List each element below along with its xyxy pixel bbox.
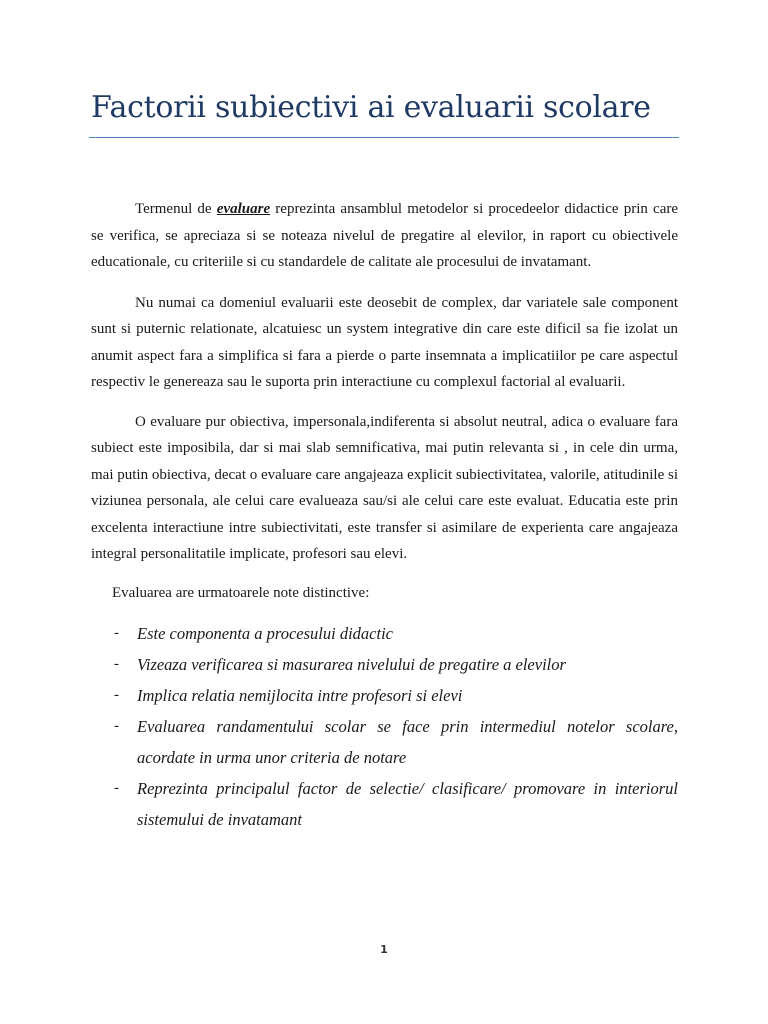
list-dash-marker: -: [114, 686, 119, 703]
list-item-text: Este componenta a procesului didactic: [137, 623, 393, 643]
list-dash-marker: -: [114, 624, 119, 641]
paragraph-definition-rest: reprezinta ansamblul metodelor si procedeelor didactice prin care se verifica, se apreciaza si se noteaza nivelul de pregatire al elevilor, in raport cu obiectivele educationale, cu criteriile si cu standardele de calitate ale procesului de invatamant.: [91, 201, 679, 270]
paragraph-definition-lead: Termenul de: [135, 201, 217, 217]
distinctive-notes-list: [91, 618, 678, 835]
paragraph-subjectivity: O evaluare pur obiectiva, impersonala,indiferenta si absolut neutral, adica o evaluare fara subiect este imposibila, dar si mai slab semnificativa, mai putin relevanta si , in cele din urma, mai putin obiectiva, decat o evaluare care angajeaza explicit subiectivitatea, valorile, atitudinile si viziunea personala, ale celui care evalueaza sau/si ale celui care este evaluat. Educatia este prin excelenta interactiune intre subiectivitati, este transfer si asimilare de experienta care angajeaza integral personalitatile implicate, profesori sau elevi.: [91, 413, 678, 562]
list-item-text: Implica relatia nemijlocita intre profesori si elevi: [137, 685, 463, 705]
list-item: [91, 680, 678, 711]
title-underline-rule: [89, 137, 679, 138]
paragraph-complexity: Nu numai ca domeniul evaluarii este deosebit de complex, dar variatele sale component sunt si puternic relationate, alcatuiesc un system integrative din care este dificil sa fie izolat un anumit aspect fara a simplifica si fara a pierde o parte insemnata a implicatiilor pe care aspectul respectiv le genereaza sau le suporta prin interactiune cu complexul factorial al evaluarii.: [91, 294, 678, 390]
document-title: Factorii subiectivi ai evaluarii scolare: [91, 90, 651, 125]
page-number: 1: [380, 943, 388, 956]
list-item: [91, 773, 678, 835]
list-item-text: Reprezinta principalul factor de selectie/ clasificare/ promovare in interiorul sistemului de invatamant: [137, 778, 678, 829]
list-item: [91, 711, 678, 773]
list-item-text: Vizeaza verificarea si masurarea nivelului de pregatire a elevilor: [137, 654, 566, 674]
list-item-text: Evaluarea randamentului scolar se face prin intermediul notelor scolare, acordate in urma unor criteria de notare: [137, 716, 678, 767]
paragraph-definition: [91, 196, 678, 276]
document-body: [91, 196, 678, 835]
list-item: [91, 618, 678, 649]
list-intro: Evaluarea are urmatoarele note distinctive:: [112, 584, 370, 601]
list-dash-marker: -: [114, 655, 119, 672]
list-dash-marker: -: [114, 779, 119, 796]
list-dash-marker: -: [114, 717, 119, 734]
list-item: [91, 649, 678, 680]
emphasized-term: evaluare: [216, 201, 271, 217]
